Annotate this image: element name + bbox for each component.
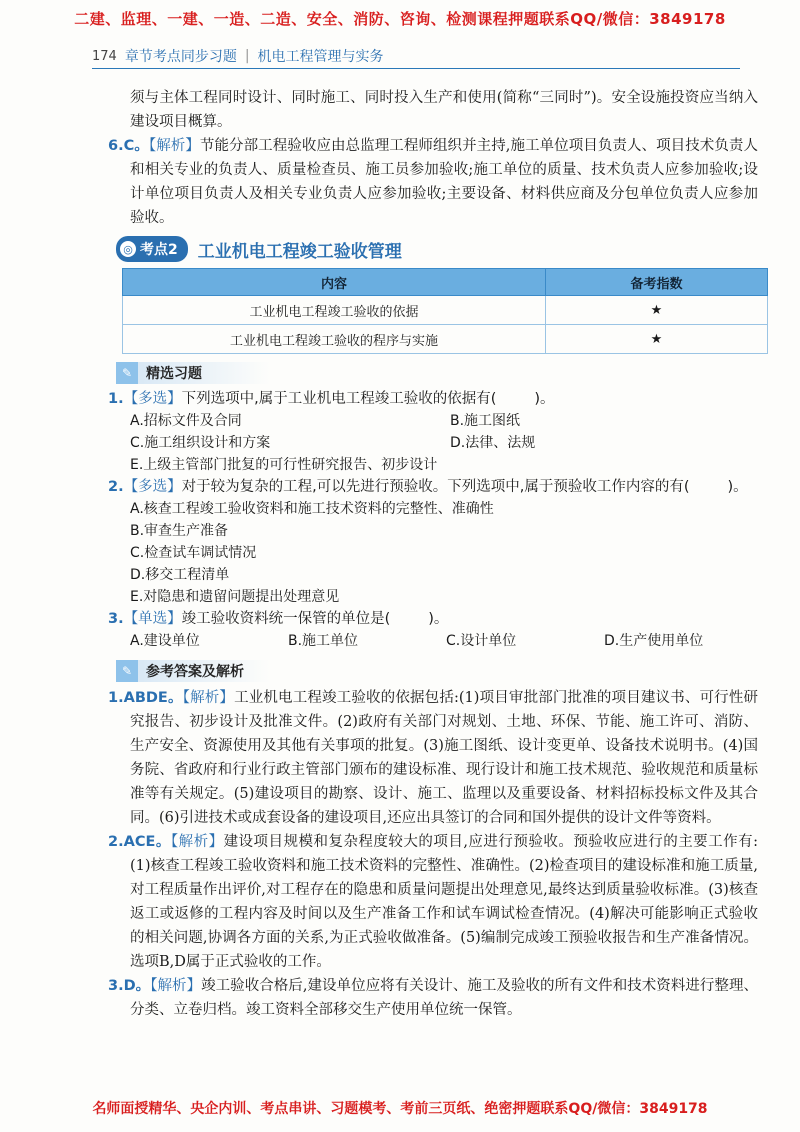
target-icon: ◎	[120, 241, 136, 257]
item-number: 6.	[108, 138, 124, 154]
option: B.施工图纸	[450, 413, 521, 429]
option: B.施工单位	[288, 633, 359, 649]
option: C.设计单位	[446, 633, 517, 649]
answer-2: 2.ACE。【解析】建设项目规模和复杂程度较大的项目,应进行预验收。预验收应进行的主要工作有:(1)核查工程竣工验收资料和施工技术资料的完整性、准确性。(2)检查项目的建设标准和施工质量,对工程质量作出评价,对工程存在的隐患和质量问题提出处理意见,最终达到质量验收标准。(3)核查返工或返修的工程内容及时间以及生产准备工作和试车调试检查情况。(4)解决可能影响正式验收的相关问题,协调各方面的关系,为正式验收做准备。(5)编制完成竣工预验收报告和生产准备情况。选项B,D属于正式验收的工作。	[108, 834, 759, 970]
exercise-section-heading: ✎ 精选习题	[116, 362, 336, 384]
page-content	[108, 86, 758, 1022]
table-cell: 工业机电工程竣工验收的依据	[123, 296, 546, 325]
question-3: 3.【单选】竣工验收资料统一保管的单位是( )。	[108, 611, 449, 627]
pencil-icon: ✎	[116, 660, 138, 682]
pencil-icon: ✎	[116, 362, 138, 384]
question-2-options	[108, 498, 758, 608]
table-header-row	[123, 269, 768, 296]
option: D.法律、法规	[450, 435, 536, 451]
option: C.施工组织设计和方案	[130, 435, 271, 451]
question-type: 【多选】	[123, 479, 182, 495]
question-1: 1.【多选】下列选项中,属于工业机电工程竣工验收的依据有( )。	[108, 391, 555, 407]
question-2: 2.【多选】对于较为复杂的工程,可以先进行预验收。下列选项中,属于预验收工作内容的有( )。	[108, 479, 748, 495]
option: D.生产使用单位	[604, 633, 704, 649]
kaodian-title: 工业机电工程竣工验收管理	[197, 241, 402, 262]
bottom-promo-banner: 名师面授精华、央企内训、考点串讲、习题模考、考前三页纸、绝密押题联系QQ/微信：3849178	[92, 1101, 708, 1117]
analysis-tag: 【解析】	[148, 138, 200, 154]
option: B.审查生产准备	[130, 523, 229, 539]
question-1-options	[108, 410, 758, 476]
table-header-content: 内容	[123, 269, 546, 296]
header-section: 章节考点同步习题	[124, 49, 237, 65]
question-type: 【单选】	[123, 611, 182, 627]
answer-section-heading: ✎ 参考答案及解析	[116, 660, 336, 682]
option: E.对隐患和遗留问题提出处理意见	[130, 589, 340, 605]
star-rating: ★	[546, 325, 768, 354]
continuation-paragraph: 须与主体工程同时设计、同时施工、同时投入生产和使用(简称“三同时”)。安全设施投资应当纳入建设项目概算。	[130, 90, 758, 130]
table-cell: 工业机电工程竣工验收的程序与实施	[123, 325, 546, 354]
table-row	[123, 296, 768, 325]
kaodian-table	[122, 268, 768, 354]
star-rating: ★	[546, 296, 768, 325]
kaodian-badge: ◎ 考点2	[116, 236, 188, 262]
option: A.建设单位	[130, 633, 200, 649]
option: D.移交工程清单	[130, 567, 230, 583]
question-3-options	[108, 630, 758, 652]
option: E.上级主管部门批复的可行性研究报告、初步设计	[130, 457, 438, 473]
item-answer: C。	[123, 138, 149, 154]
option: A.核查工程竣工验收资料和施工技术资料的完整性、准确性	[130, 501, 494, 517]
page-header	[92, 44, 740, 69]
answer-1: 1.ABDE。【解析】工业机电工程竣工验收的依据包括:(1)项目审批部门批准的项目建议书、可行性研究报告、初步设计及批准文件。(2)政府有关部门对规划、土地、环保、节能、施工许可、消防、生产安全、资源使用及其他有关事项的批复。(3)施工图纸、设计变更单、设备技术说明书。(4)国务院、省政府和行业行政主管部门颁布的建设标准、现行设计和施工技术规范、验收规范和质量标准等有关规定。(5)建设项目的勘察、设计、施工、监理以及重要设备、材料招标投标文件及其合同。(6)引进技术或成套设备的建设项目,还应出具签订的合同和国外提供的设计文件等资料。	[108, 690, 759, 826]
option: A.招标文件及合同	[130, 413, 242, 429]
top-promo-banner: 二建、监理、一建、一造、二造、安全、消防、咨询、检测课程押题联系QQ/微信：3849178	[74, 10, 726, 28]
header-book-title: 机电工程管理与实务	[257, 49, 384, 65]
answer-3: 3.D。【解析】竣工验收合格后,建设单位应将有关设计、施工及验收的所有文件和技术资料进行整理、分类、立卷归档。竣工资料全部移交生产使用单位统一保管。	[108, 978, 758, 1018]
question-type: 【多选】	[123, 391, 182, 407]
option: C.检查试车调试情况	[130, 545, 257, 561]
answer-item-6	[108, 134, 758, 230]
page-number: 174	[92, 48, 117, 64]
kaodian-heading	[116, 236, 758, 262]
item-text: 节能分部工程验收应由总监理工程师组织并主持,施工单位项目负责人、项目技术负责人和相关专业的负责人、质量检查员、施工员参加验收;施工单位的质量、技术负责人应参加验收;设计单位项目负责人及相关专业负责人应参加验收;主要设备、材料供应商及分包单位负责人应参加验收。	[130, 138, 758, 226]
table-row	[123, 325, 768, 354]
header-separator: |	[244, 48, 250, 64]
table-header-index: 备考指数	[546, 269, 768, 296]
